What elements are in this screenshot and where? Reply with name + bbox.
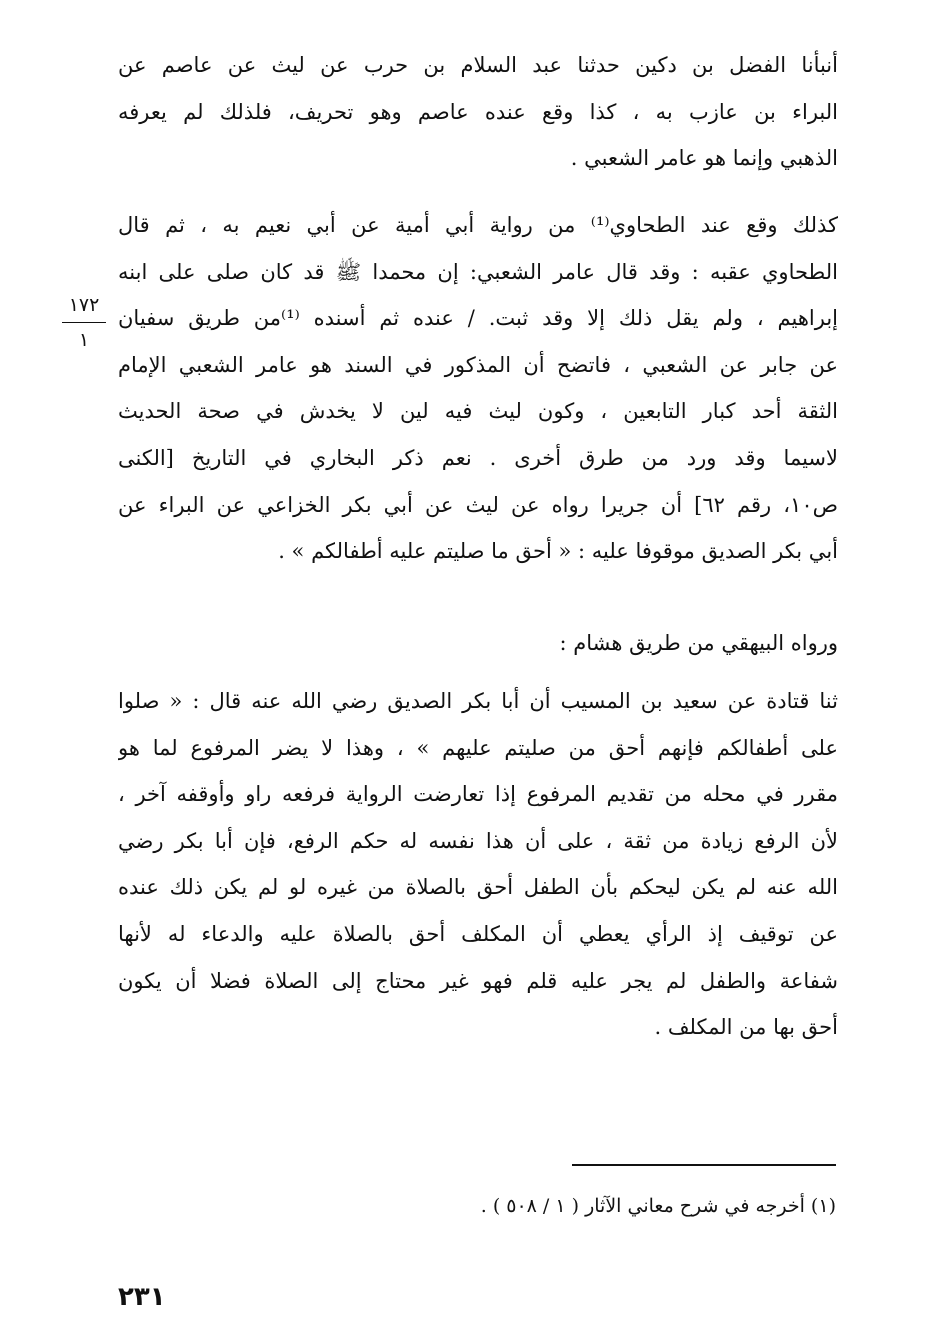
- text-line: ثنا قتادة عن سعيد بن المسيب أن أبا بكر الصديق رضي الله عنه قال : « صلوا: [118, 689, 838, 713]
- paragraph-4: [118, 678, 838, 1051]
- text-line: كذلك وقع عند الطحاوي⁽¹⁾ من رواية أبي أمية عن أبي نعيم به ، ثم قال: [118, 213, 838, 237]
- text-line: شفاعة والطفل لم يجر عليه قلم فهو غير محتاج إلى الصلاة فضلا أن يكون: [118, 968, 838, 993]
- footnote: (١) أخرجه في شرح معاني الآثار ( ١ / ٥٠٨ ) .: [480, 1195, 836, 1217]
- footnote-separator: [572, 1164, 836, 1166]
- text-line: لاسيما وقد ورد من طرق أخرى . نعم ذكر البخاري في التاريخ [الكنى: [118, 445, 838, 470]
- text-line: الثقة أحد كبار التابعين ، وكون ليث فيه لين لا يخدش في صحة الحديث: [118, 399, 838, 424]
- text-line: ص١٠، رقم ٦٢] أن جريرا رواه عن ليث عن أبي بكر الخزاعي عن البراء عن: [118, 492, 838, 517]
- text-line: لأن الرفع زيادة من ثقة ، على أن هذا نفسه له حكم الرفع، فإن أبا بكر رضي: [118, 828, 838, 853]
- page-number: ٢٣١: [118, 1282, 166, 1312]
- margin-note-top: ١٧٢: [68, 294, 100, 316]
- text-line: على أطفالكم فإنهم أحق من صليتم عليهم » ، وهذا لا يضر المرفوع لما هو: [118, 735, 838, 760]
- paragraph-1: [118, 42, 838, 182]
- text-line: الله عنه لم يكن ليحكم بأن الطفل أحق بالصلاة من غيره لو لم يكن ذلك عنده: [118, 875, 838, 900]
- paragraph-3: [118, 620, 838, 667]
- text-line: أحق بها من المكلف .: [654, 1015, 838, 1040]
- text-line: ورواه البيهقي من طريق هشام :: [559, 631, 838, 655]
- text-line: الذهبي وإنما هو عامر الشعبي .: [570, 146, 838, 171]
- text-line: أبي بكر الصديق موقوفا عليه : « أحق ما صليتم عليه أطفالكم » .: [278, 539, 838, 564]
- margin-note-divider: [62, 322, 106, 323]
- text-line: مقرر في محله من تقديم المرفوع إذا تعارضت الرواية فرفعه راو وأوقفه آخر ،: [118, 782, 838, 807]
- margin-page-reference: [60, 294, 108, 351]
- paragraph-2: [118, 202, 838, 575]
- text-line: أنبأنا الفضل بن دكين حدثنا عبد السلام بن حرب عن ليث عن عاصم عن: [118, 53, 838, 77]
- text-line: عن جابر عن الشعبي ، فاتضح أن المذكور في السند هو عامر الشعبي الإمام: [118, 352, 838, 377]
- text-line: عن توقيف إذ الرأي يعطي أن المكلف أحق بالصلاة عليه والدعاء له لأنها: [118, 921, 838, 946]
- text-line: إبراهيم ، ولم يقل ذلك إلا وقد ثبت. / عنده ثم أسنده ⁽¹⁾من طريق سفيان: [118, 306, 838, 331]
- text-line: الطحاوي عقبه : وقد قال عامر الشعبي: إن محمدا ﷺ قد كان صلى على ابنه: [118, 259, 838, 284]
- text-line: البراء بن عازب به ، كذا وقع عنده عاصم وهو تحريف، فلذلك لم يعرفه: [118, 99, 838, 124]
- margin-note-bottom: ١: [78, 329, 90, 351]
